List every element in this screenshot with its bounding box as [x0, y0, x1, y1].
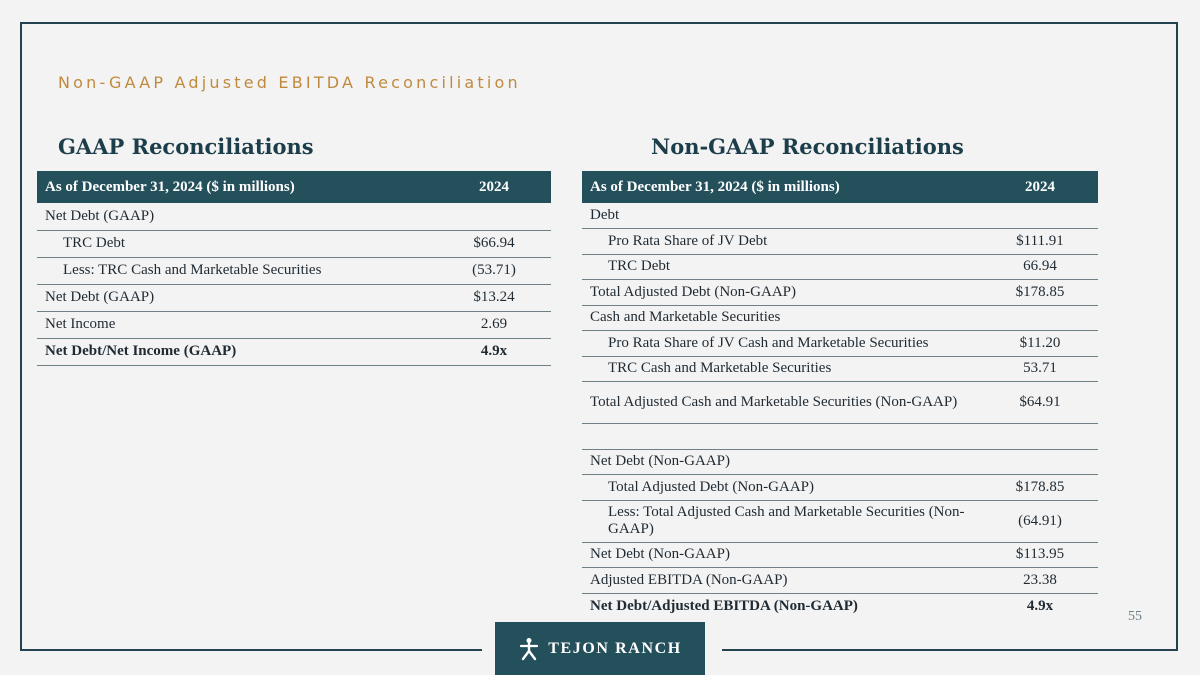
logo-text: TEJON RANCH — [548, 639, 682, 657]
row-label: Total Adjusted Debt (Non-GAAP) — [582, 280, 982, 306]
row-value: $13.24 — [437, 284, 551, 311]
row-value — [982, 424, 1098, 450]
row-value — [982, 203, 1098, 229]
table-row — [582, 229, 1098, 255]
table-header-row — [582, 171, 1098, 203]
row-label: Less: Total Adjusted Cash and Marketable Securities (Non-GAAP) — [582, 500, 982, 542]
row-value: 4.9x — [1026, 597, 1054, 614]
header-year: 2024 — [437, 171, 551, 203]
row-value: (64.91) — [982, 500, 1098, 542]
nongaap-heading: Non-GAAP Reconciliations — [651, 134, 964, 159]
table-row — [582, 254, 1098, 280]
header-label: As of December 31, 2024 ($ in millions) — [37, 171, 437, 203]
table-row-total — [582, 593, 1098, 619]
gaap-reconciliation-table — [37, 171, 551, 366]
table-row — [37, 284, 551, 311]
row-value: 23.38 — [982, 568, 1098, 594]
row-value: $111.91 — [982, 229, 1098, 255]
row-label: Pro Rata Share of JV Cash and Marketable Securities — [582, 331, 982, 357]
header-year: 2024 — [982, 171, 1098, 203]
row-value: $11.20 — [982, 331, 1098, 357]
table-row — [582, 449, 1098, 475]
ranch-brand-icon — [518, 637, 540, 661]
row-label: Net Debt (Non-GAAP) — [582, 449, 982, 475]
row-label: Net Income — [37, 311, 437, 338]
table-row — [582, 356, 1098, 382]
row-label: TRC Debt — [37, 230, 437, 257]
row-value: 2.69 — [437, 311, 551, 338]
table-row-spacer — [582, 424, 1098, 450]
section-title: Non-GAAP Adjusted EBITDA Reconciliation — [58, 73, 521, 92]
row-value: $178.85 — [982, 280, 1098, 306]
table-row — [582, 305, 1098, 331]
nongaap-reconciliation-table — [582, 171, 1098, 619]
table-row — [582, 500, 1098, 542]
table-row — [37, 230, 551, 257]
row-label: Net Debt (Non-GAAP) — [582, 542, 982, 568]
row-label: Net Debt/Adjusted EBITDA (Non-GAAP) — [590, 597, 858, 614]
table-row — [37, 257, 551, 284]
row-value: $113.95 — [982, 542, 1098, 568]
row-label: TRC Debt — [582, 254, 982, 280]
row-label: Adjusted EBITDA (Non-GAAP) — [582, 568, 982, 594]
table-row — [582, 203, 1098, 229]
row-label: TRC Cash and Marketable Securities — [582, 356, 982, 382]
table-row — [37, 203, 551, 230]
row-value: $66.94 — [437, 230, 551, 257]
row-label: Total Adjusted Debt (Non-GAAP) — [582, 475, 982, 501]
row-value: 4.9x — [437, 338, 551, 365]
page-number: 55 — [1128, 609, 1142, 624]
row-label: Less: TRC Cash and Marketable Securities — [37, 257, 437, 284]
table-row — [37, 311, 551, 338]
row-label: Net Debt/Net Income (GAAP) — [37, 338, 437, 365]
row-label: Net Debt (GAAP) — [37, 203, 437, 230]
table-row — [582, 542, 1098, 568]
row-value: 66.94 — [982, 254, 1098, 280]
row-value: 53.71 — [982, 356, 1098, 382]
table-row — [582, 331, 1098, 357]
row-label: Pro Rata Share of JV Debt — [582, 229, 982, 255]
table-row — [582, 568, 1098, 594]
row-value — [982, 305, 1098, 331]
row-value: $178.85 — [982, 475, 1098, 501]
table-row — [582, 280, 1098, 306]
row-value: $64.91 — [982, 382, 1098, 424]
table-row-total — [37, 338, 551, 365]
row-label: Net Debt (GAAP) — [37, 284, 437, 311]
company-logo — [495, 622, 705, 675]
row-label: Total Adjusted Cash and Marketable Securities (Non-GAAP) — [582, 382, 982, 424]
row-label — [582, 424, 982, 450]
table-row — [582, 475, 1098, 501]
table-row — [582, 382, 1098, 424]
table-header-row — [37, 171, 551, 203]
row-label: Cash and Marketable Securities — [582, 305, 982, 331]
header-label: As of December 31, 2024 ($ in millions) — [582, 171, 982, 203]
row-label: Debt — [582, 203, 982, 229]
row-value — [982, 449, 1098, 475]
row-value: (53.71) — [437, 257, 551, 284]
gaap-heading: GAAP Reconciliations — [58, 134, 314, 159]
row-value — [437, 203, 551, 230]
